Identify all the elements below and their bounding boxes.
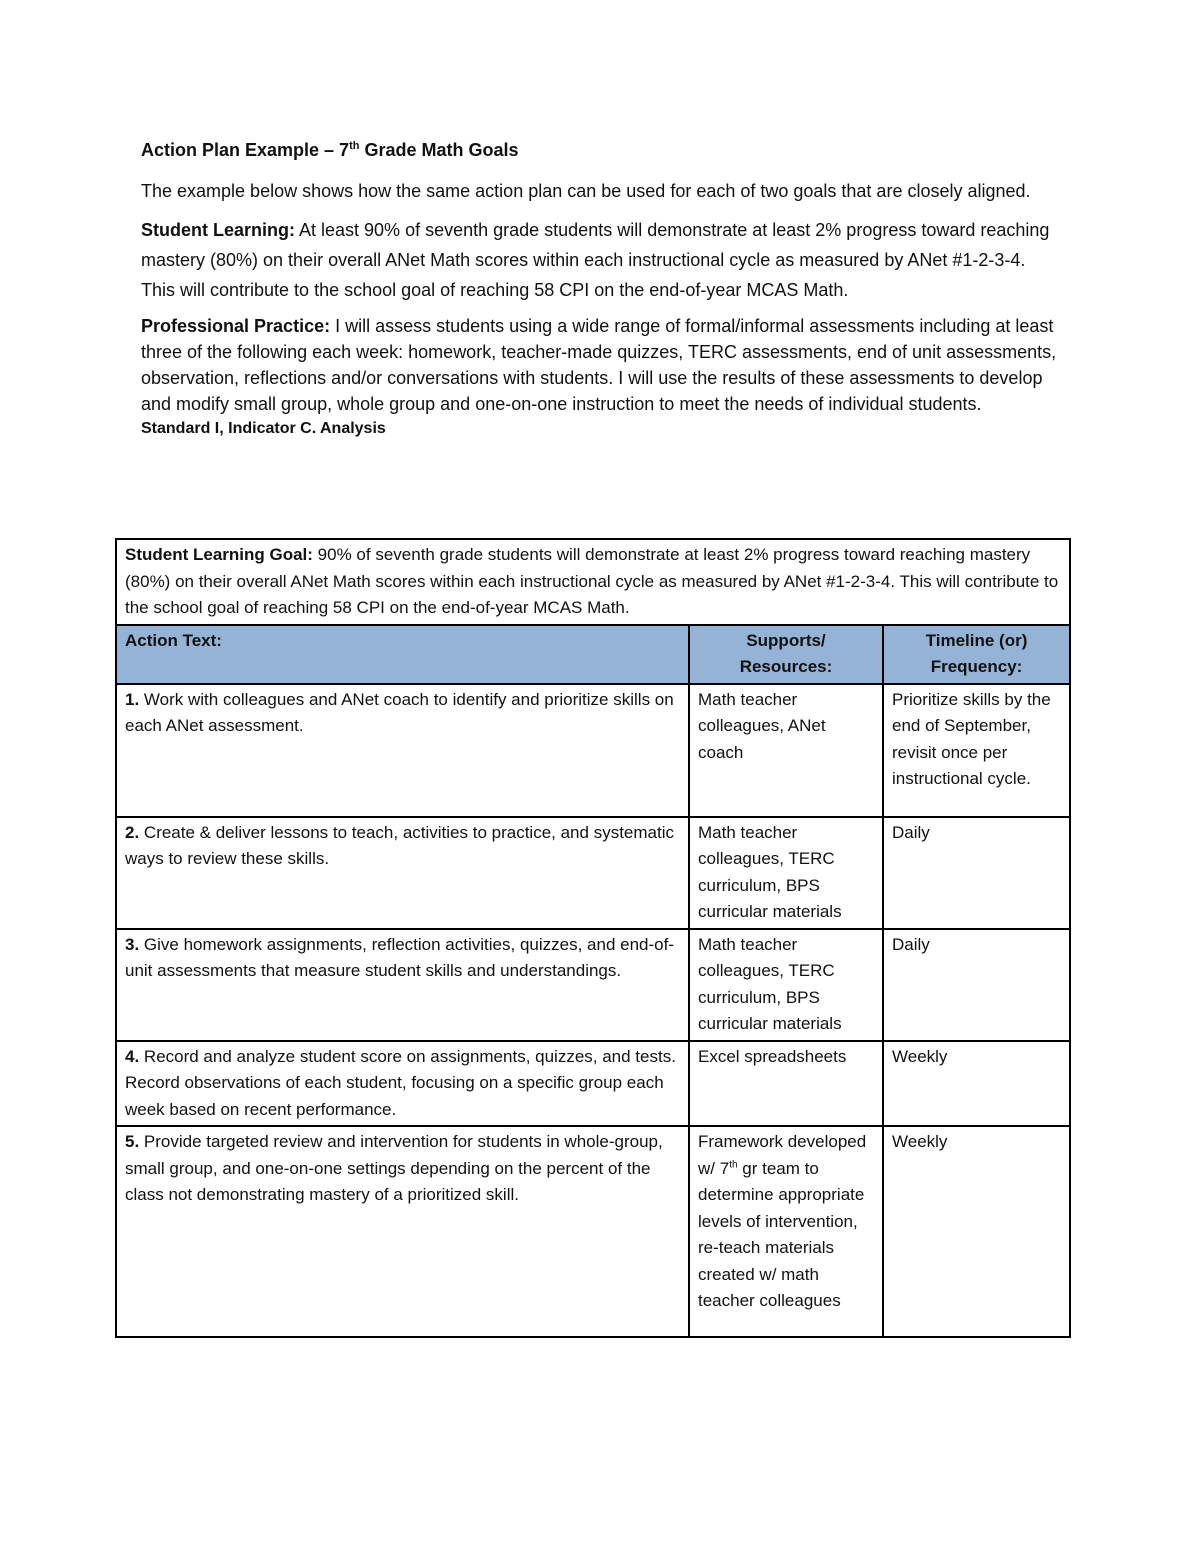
supports-cell: Excel spreadsheets [689,1041,883,1127]
supports-cell: Math teacher colleagues, TERC curriculum, BPS curricular materials [689,817,883,929]
document-title: Action Plan Example – 7th Grade Math Goals [141,140,519,160]
timeline-cell: Prioritize skills by the end of September, revisit once per instructional cycle. [883,684,1070,817]
timeline-cell: Weekly [883,1126,1070,1337]
action-cell: 5. Provide targeted review and intervention for students in whole-group, small group, and one-on-one settings depending on the percent of the class not demonstrating mastery of a prioritized skill. [116,1126,689,1337]
standard-indicator: Standard I, Indicator C. Analysis [141,420,386,437]
document-body [141,140,1061,441]
action-cell: 4. Record and analyze student score on assignments, quizzes, and tests. Record observations of each student, focusing on a specific group each week based on recent performance. [116,1041,689,1127]
timeline-cell: Daily [883,929,1070,1041]
table-row [116,1126,1070,1337]
supports-cell: Framework developed w/ 7th gr team to determine appropriate levels of intervention, re-teach materials created w/ math teacher colleagues [689,1126,883,1337]
supports-cell: Math teacher colleagues, ANet coach [689,684,883,817]
timeline-cell: Daily [883,817,1070,929]
student-learning-label: Student Learning: [141,220,295,240]
table-row [116,684,1070,817]
header-row [116,625,1070,684]
action-plan-table [115,538,1071,1338]
student-learning-paragraph: Student Learning: At least 90% of seventh grade students will demonstrate at least 2% progress toward reaching mastery (80%) on their overall ANet Math scores within each instructional cycle as measured by ANet #1-2-3-4. This will contribute to the school goal of reaching 58 CPI on the end-of-year MCAS Math. [141,220,1050,300]
header-supports: Supports/ Resources: [689,625,883,684]
action-cell: 2. Create & deliver lessons to teach, activities to practice, and systematic ways to review these skills. [116,817,689,929]
action-cell: 1. Work with colleagues and ANet coach to identify and prioritize skills on each ANet assessment. [116,684,689,817]
table-row [116,1041,1070,1127]
goal-cell: Student Learning Goal: 90% of seventh grade students will demonstrate at least 2% progress toward reaching mastery (80%) on their overall ANet Math scores within each instructional cycle as measured by ANet #1-2-3-4. This will contribute to the school goal of reaching 58 CPI on the end-of-year MCAS Math. [116,539,1070,625]
action-cell: 3. Give homework assignments, reflection activities, quizzes, and end-of-unit assessments that measure student skills and understandings. [116,929,689,1041]
intro-paragraph: The example below shows how the same action plan can be used for each of two goals that are closely aligned. [141,181,1031,201]
timeline-cell: Weekly [883,1041,1070,1127]
professional-practice-paragraph: Professional Practice: I will assess students using a wide range of formal/informal assessments including at least three of the following each week: homework, teacher-made quizzes, TERC assessments, end of unit assessments, observation, reflections and/or conversations with students. I will use the results of these assessments to develop and modify small group, whole group and one-on-one instruction to meet the needs of individual students. [141,316,1057,414]
header-action: Action Text: [116,625,689,684]
goal-row [116,539,1070,625]
supports-cell: Math teacher colleagues, TERC curriculum, BPS curricular materials [689,929,883,1041]
table-row [116,817,1070,929]
table-row [116,929,1070,1041]
header-timeline: Timeline (or) Frequency: [883,625,1070,684]
professional-practice-label: Professional Practice: [141,316,331,336]
